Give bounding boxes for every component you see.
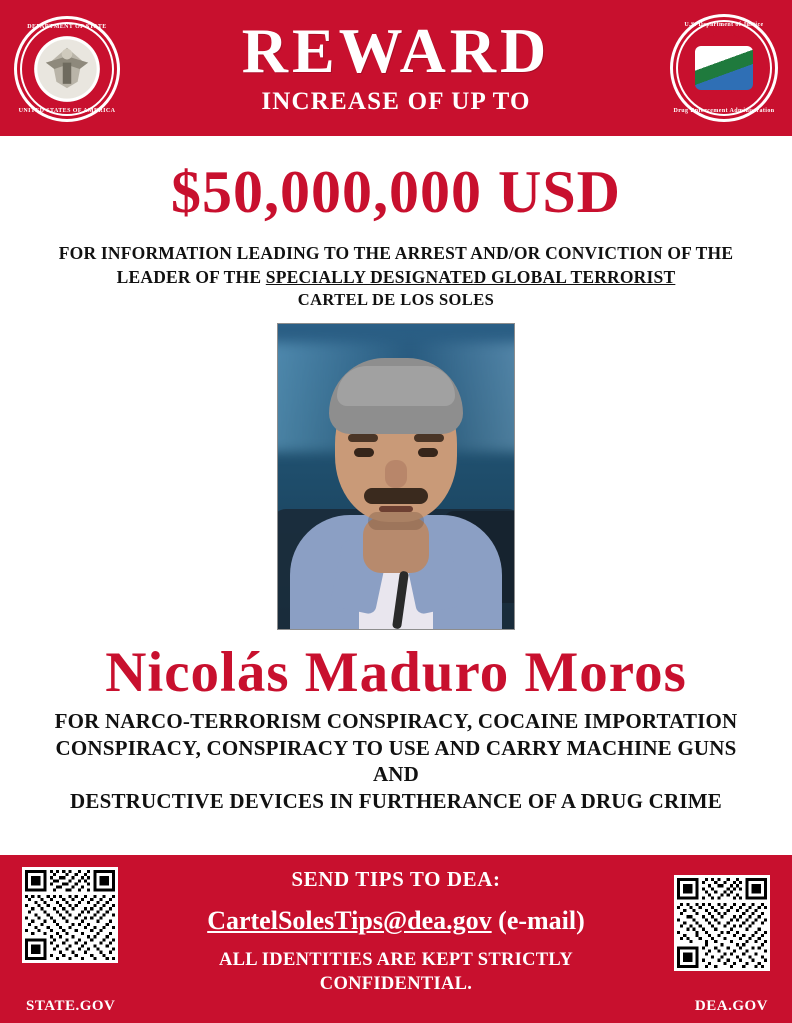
confidentiality-line-1: ALL IDENTITIES ARE KEPT STRICTLY <box>218 950 574 970</box>
seal-top-text: U.S. Department of Justice <box>684 22 764 28</box>
confidentiality-line-2: CONFIDENTIAL. <box>319 974 473 995</box>
eye-right <box>418 448 438 457</box>
poster-body <box>0 136 792 855</box>
tips-label: SEND TIPS TO DEA: <box>291 867 501 891</box>
qr-code-dea-gov[interactable] <box>674 875 770 971</box>
eye-left <box>354 448 374 457</box>
nose-shape <box>385 460 407 488</box>
qr-code-icon <box>677 878 767 968</box>
cartel-name: CARTEL DE LOS SOLES <box>297 290 495 310</box>
poster-header <box>0 0 792 136</box>
poster-footer <box>0 855 792 1023</box>
state-gov-label: STATE.GOV <box>26 998 116 1014</box>
dea-emblem-icon <box>695 46 753 90</box>
charges-line-3: DESTRUCTIVE DEVICES IN FURTHERANCE OF A DRUG CRIME <box>70 789 722 814</box>
sdgt-designation: SPECIALLY DESIGNATED GLOBAL TERRORIST <box>265 266 676 287</box>
charges-statement <box>41 708 751 816</box>
subject-photo <box>277 323 515 630</box>
information-line-1: FOR INFORMATION LEADING TO THE ARREST AND/OR CONVICTION OF THE <box>58 243 734 263</box>
reward-title: REWARD <box>241 14 551 86</box>
eagle-icon <box>14 16 120 122</box>
qr-code-state-gov[interactable] <box>22 867 118 963</box>
information-line-2 <box>22 266 770 290</box>
qr-code-icon <box>25 870 115 960</box>
dea-gov-label: DEA.GOV <box>694 998 768 1014</box>
charges-line-2: CONSPIRACY, CONSPIRACY TO USE AND CARRY MACHINE GUNS AND <box>55 735 737 787</box>
information-line-2-prefix: LEADER OF THE <box>116 266 266 287</box>
chin-shadow <box>368 512 424 530</box>
seal-bottom-text: UNITED STATES OF AMERICA <box>18 108 116 114</box>
mustache-shape <box>364 488 428 504</box>
reward-subtitle: INCREASE OF UP TO <box>261 88 531 116</box>
department-of-state-seal <box>14 16 120 122</box>
header-text-block <box>176 14 616 117</box>
charges-line-1: FOR NARCO-TERRORISM CONSPIRACY, COCAINE IMPORTATION <box>54 708 738 733</box>
tips-email-suffix: (e-mail) <box>491 906 585 935</box>
dea-seal <box>670 14 778 122</box>
eyebrow-left <box>348 434 378 442</box>
subject-name: Nicolás Maduro Moros <box>105 640 687 704</box>
tips-email-link[interactable]: CartelSolesTips@dea.gov <box>207 906 492 935</box>
seal-top-text: DEPARTMENT OF STATE <box>27 24 107 30</box>
seal-bottom-text: Drug Enforcement Administration <box>673 108 775 114</box>
eyebrow-right <box>414 434 444 442</box>
information-statement <box>22 242 770 312</box>
reward-amount: $50,000,000 USD <box>170 159 622 225</box>
